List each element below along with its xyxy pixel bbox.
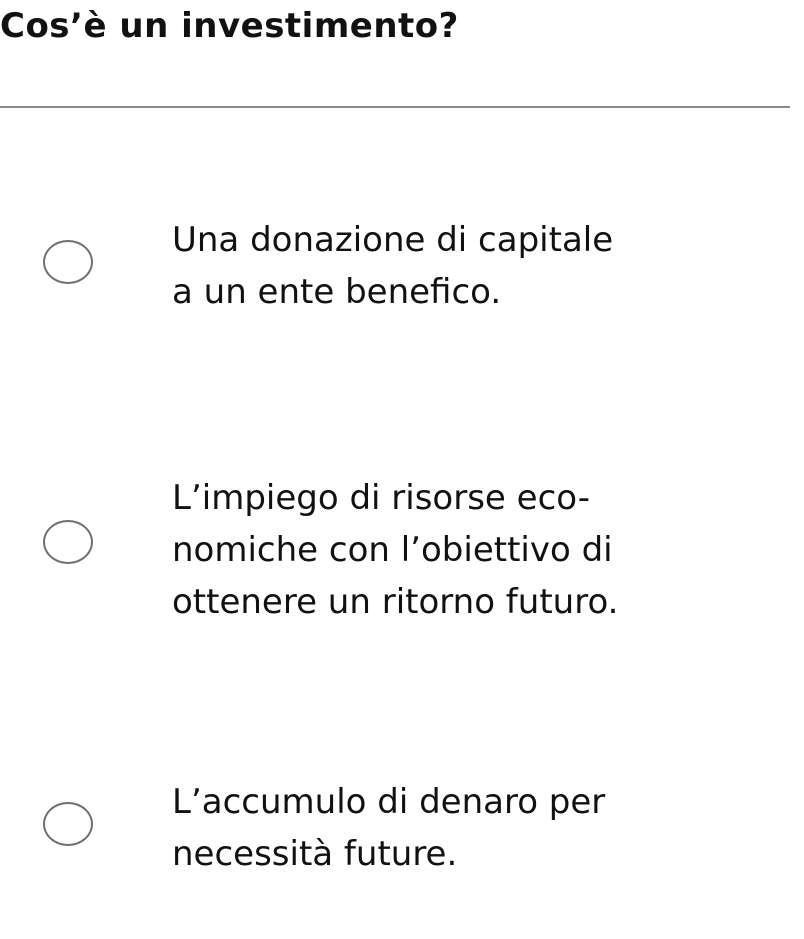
answer-option-1-line-2: a un ente benefico.	[172, 272, 502, 312]
answer-option-1-text	[172, 214, 732, 318]
answer-option-1[interactable]	[0, 214, 760, 324]
question-divider	[0, 106, 790, 108]
answer-option-3-text	[172, 776, 732, 880]
answer-option-2-text	[172, 472, 732, 628]
radio-unchecked-icon[interactable]	[43, 802, 93, 846]
answer-option-3-line-2: necessità future.	[172, 834, 458, 874]
answer-option-3-line-1: L’accumulo di denaro per	[172, 782, 606, 822]
radio-unchecked-icon[interactable]	[43, 520, 93, 564]
answer-option-2-line-2: nomiche con l’obiettivo di	[172, 530, 613, 570]
answer-option-2-line-1: L’impiego di risorse eco-	[172, 478, 590, 518]
question-title: Cos’è un investimento?	[0, 6, 459, 46]
answer-option-1-line-1: Una donazione di capitale	[172, 220, 614, 260]
radio-unchecked-icon[interactable]	[43, 240, 93, 284]
answer-option-2[interactable]	[0, 472, 760, 632]
answer-option-2-line-3: ottenere un ritorno futuro.	[172, 582, 619, 622]
answer-option-3[interactable]	[0, 776, 760, 886]
